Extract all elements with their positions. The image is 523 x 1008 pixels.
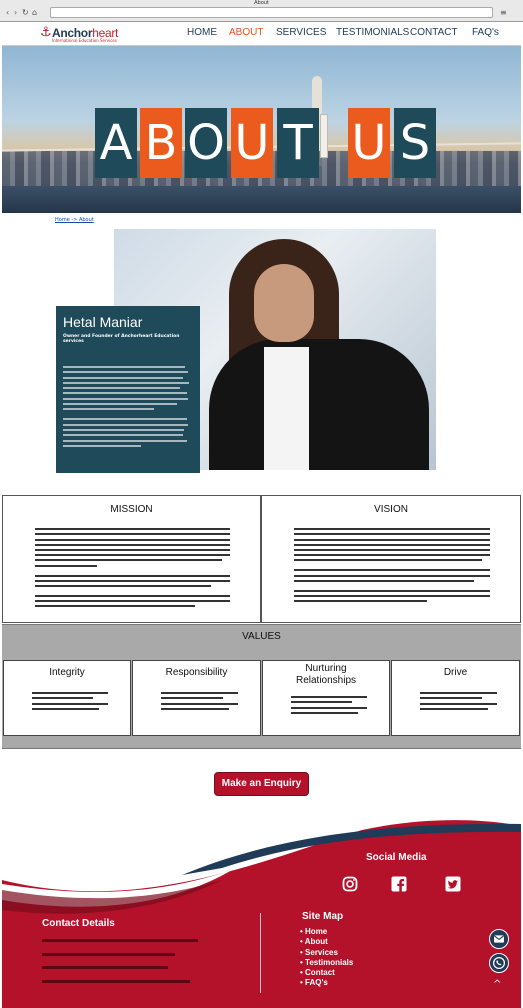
nav-about[interactable]: ABOUT [229,27,264,38]
anchor-heart-icon: ⚓ [40,25,52,40]
hero-letter-card: U [231,108,273,178]
profile-card [56,306,200,473]
value-title: Drive [443,667,468,678]
forward-icon[interactable]: › [14,8,18,17]
social-media-title: Social Media [366,852,427,863]
hero-letter-card: O [185,108,227,178]
mission-title: MISSION [110,504,153,515]
profile-bio [63,366,193,447]
make-enquiry-button[interactable]: Make an Enquiry [214,772,309,796]
site-map-list [300,927,353,989]
hero-letter-card: A [95,108,137,178]
reload-icon[interactable]: ↻ [22,8,29,17]
mission-text [35,525,230,610]
contact-details-title: Contact Details [42,918,115,929]
sitemap-about[interactable]: • About [300,937,353,947]
value-title: Responsibility [165,667,228,678]
vision-text [294,525,490,605]
email-icon[interactable] [489,929,509,949]
site-map-title: Site Map [302,911,344,922]
value-card-integrity [3,660,131,736]
hero-letter-card: T [277,108,319,178]
mission-box [2,495,261,623]
sitemap-services[interactable]: • Services [300,948,353,958]
nav-faqs[interactable]: FAQ's [472,27,499,38]
values-title: VALUES [242,631,281,642]
value-card-responsibility [132,660,261,736]
vision-box [261,495,521,623]
nav-home[interactable]: HOME [187,27,217,38]
sitemap-contact[interactable]: • Contact [300,968,353,978]
peg-icon [320,114,328,158]
hero-letter-card: B [140,108,182,178]
window-title: About [254,0,269,6]
menu-icon[interactable]: ≡ [500,8,507,17]
sitemap-home[interactable]: • Home [300,927,353,937]
browser-toolbar [0,0,523,22]
address-bar[interactable] [50,7,493,18]
back-icon[interactable]: ‹ [6,8,10,17]
site-header [2,22,521,46]
contact-line [42,939,198,942]
profile-role: Owner and Founder of Anchorheart Education services [63,334,180,344]
harbour-water [2,186,521,213]
footer-divider [260,913,261,993]
instagram-icon[interactable] [342,876,358,892]
contact-line [42,966,168,969]
hero-letter-card: U [348,108,390,178]
profile-name: Hetal Maniar [63,314,143,330]
contact-line [42,980,190,983]
value-card-drive [391,660,520,736]
nav-contact[interactable]: CONTACT [410,27,458,38]
value-title: Integrity [49,667,85,678]
logo-name: Anchorheart [52,26,119,40]
value-card-nurturing-relationships [262,660,390,736]
sitemap-testimonials[interactable]: • Testimonials [300,958,353,968]
whatsapp-icon[interactable] [489,953,509,973]
value-title: Nurturing Relationships [295,663,357,686]
contact-line [42,953,175,956]
vision-title: VISION [374,504,408,515]
twitter-icon[interactable] [445,876,461,892]
home-icon[interactable]: ⌂ [32,8,38,17]
hero-letter-card: S [394,108,436,178]
back-to-top-icon[interactable]: ^ [493,979,502,990]
breadcrumb[interactable]: Home -> About [55,217,94,223]
logo-tagline: International Education Services [52,38,117,43]
nav-services[interactable]: SERVICES [276,27,327,38]
sitemap-faqs[interactable]: • FAQ's [300,978,353,988]
facebook-icon[interactable] [391,876,407,892]
nav-testimonials[interactable]: TESTIMONIALS [336,27,410,38]
